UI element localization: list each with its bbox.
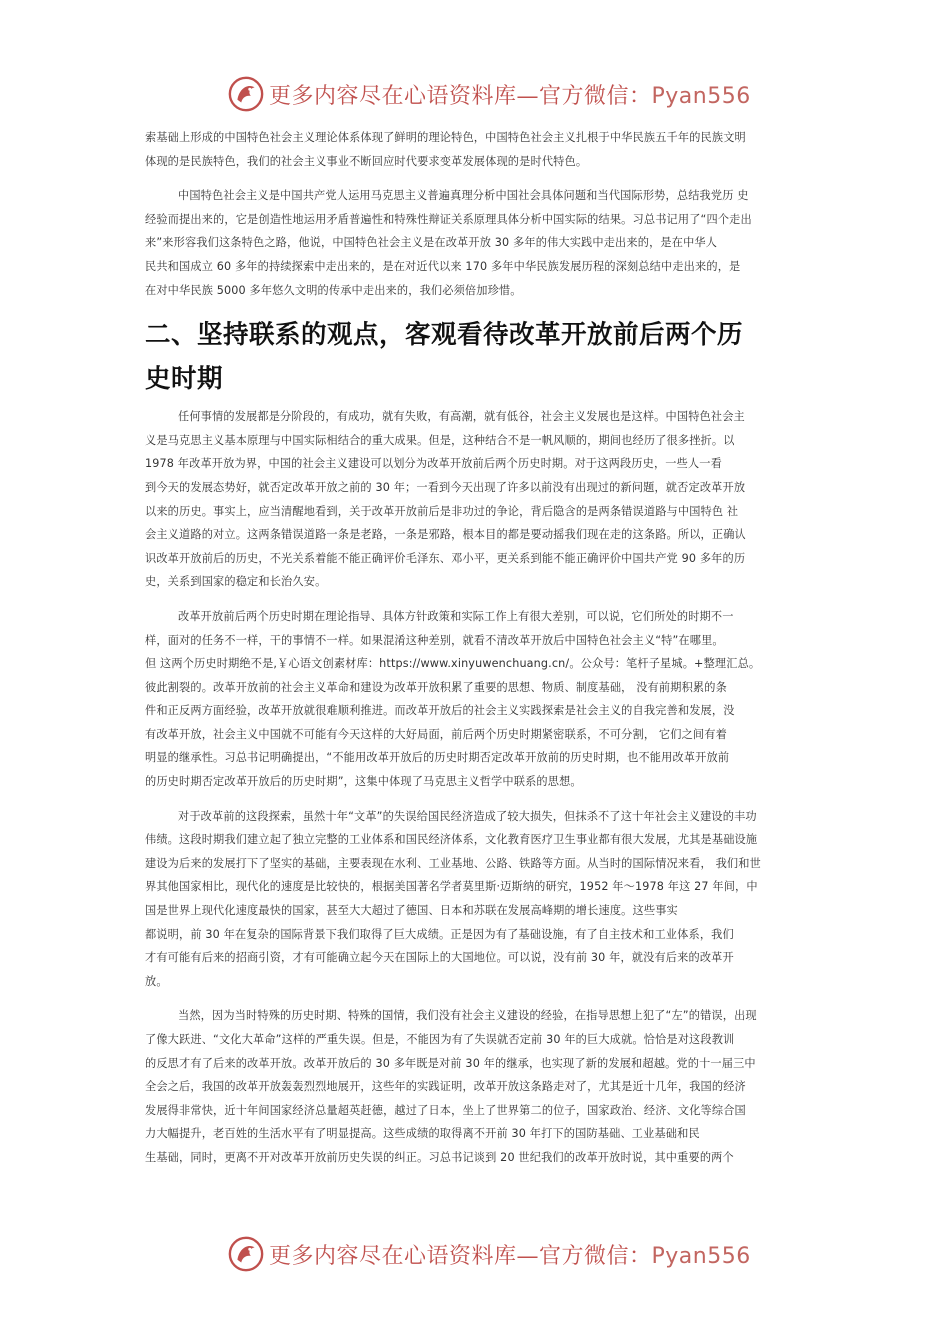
paragraph-line: 中国特色社会主义是中国共产党人运用马克思主义普遍真理分析中国社会具体问题和当代国际形势，总结我党历 史	[178, 189, 749, 203]
rooster-logo-icon	[227, 1235, 265, 1273]
paragraph-line: 史，关系到国家的稳定和长治久安。	[145, 575, 327, 589]
paragraph-line: 经验而提出来的，它是创造性地运用矛盾普遍性和特殊性辩证关系原理具体分析中国实际的结果。习总书记用了“四个走出	[145, 212, 752, 226]
footer-banner	[0, 1232, 950, 1276]
paragraph-line: 义是马克思主义基本原理与中国实际相结合的重大成果。但是，这种结合不是一帆风顺的，期间也经历了很多挫折。以	[145, 433, 735, 447]
paragraph-line: 都说明，前 30 年在复杂的国际背景下我们取得了巨大成绩。正是因为有了基础设施，有了自主技术和工业体系，我们	[145, 927, 734, 941]
banner-wechat-id: Pyan556	[651, 1243, 751, 1269]
paragraph	[145, 1004, 809, 1169]
paragraph-line: 彼此割裂的。改革开放前的社会主义革命和建设为改革开放积累了重要的思想、物质、制度基础， 没有前期积累的条	[145, 680, 727, 694]
paragraph-line: 国是世界上现代化速度最快的国家，甚至大大超过了德国、日本和苏联在发展高峰期的增长速度。这些事实	[145, 904, 678, 918]
paragraph	[145, 126, 809, 173]
paragraph-line: 的反思才有了后来的改革开放。改革开放后的 30 多年既是对前 30 年的继承，也实现了新的发展和超越。党的十一届三中	[145, 1056, 756, 1070]
paragraph	[145, 805, 809, 994]
paragraph-line: 索基础上形成的中国特色社会主义理论体系体现了鲜明的理论特色，中国特色社会主义扎根于中华民族五千年的民族文明	[145, 131, 746, 144]
paragraph-line: 会主义道路的对立。这两条错误道路一条是老路，一条是邪路，根本目的都是要动摇我们现在走的这条路。所以，正确认	[145, 528, 746, 542]
banner-inner	[227, 74, 751, 114]
banner-inner	[227, 1234, 751, 1274]
paragraph-line: 体现的是民族特色，我们的社会主义事业不断回应时代要求变革发展体现的是时代特色。	[145, 154, 588, 168]
paragraph	[145, 405, 809, 594]
banner-wechat-id: Pyan556	[651, 83, 751, 109]
paragraph-line: 样，面对的任务不一样，干的事情不一样。如果混淆这种差别，就看不清改革开放后中国特色社会主义“特”在哪里。	[145, 633, 724, 647]
paragraph-group-2	[145, 405, 809, 1169]
paragraph-line: 改革开放前后两个历史时期在理论指导、具体方针政策和实际工作上有很大差别，可以说，它们所处的时期不一	[178, 609, 734, 623]
paragraph-line: 当然，因为当时特殊的历史时期、特殊的国情，我们没有社会主义建设的经验，在指导思想上犯了“左”的错误，出现	[178, 1009, 757, 1023]
section-heading	[145, 313, 809, 401]
paragraph-line: 来”来形容我们这条特色之路，他说，中国特色社会主义是在改革开放 30 多年的伟大实践中走出来的，是在中华人	[145, 236, 718, 250]
paragraph-line: 全会之后，我国的改革开放轰轰烈烈地展开，这些年的实践证明，改革开放这条路走对了，尤其是近十几年，我国的经济	[145, 1080, 746, 1094]
paragraph	[145, 605, 809, 794]
paragraph-line: 明显的继承性。习总书记明确提出，“不能用改革开放后的历史时期否定改革开放前的历史时期，也不能用改革开放前	[145, 751, 730, 765]
paragraph-line: 任何事情的发展都是分阶段的，有成功，就有失败，有高潮，就有低谷，社会主义发展也是这样。中国特色社会主	[178, 410, 745, 424]
paragraph-line: 生基础，同时，更离不开对改革开放前历史失误的纠正。习总书记谈到 20 世纪我们的改革开放时说，其中重要的两个	[145, 1150, 734, 1164]
header-banner	[0, 72, 950, 116]
paragraph-line: 了像大跃进、“文化大革命”这样的严重失误。但是，不能因为有了失误就否定前 30 年的巨大成就。恰恰是对这段教训	[145, 1033, 735, 1046]
paragraph-line: 发展得非常快，近十年间国家经济总量超英赶德，越过了日本，坐上了世界第二的位子，国家政治、经济、文化等综合国	[145, 1103, 746, 1117]
paragraph-line: 识改革开放前后的历史，不光关系着能不能正确评价毛泽东、邓小平，更关系到能不能正确评价中国共产党 90 多年的历	[145, 551, 746, 565]
paragraph-line: 对于改革前的这段探索，虽然十年“文革”的失误给国民经济造成了较大损失，但抹杀不了这十年社会主义建设的丰功	[178, 809, 757, 823]
banner-slogan: 更多内容尽在心语资料库—官方微信：	[269, 83, 652, 109]
paragraph-line: 力大幅提升，老百姓的生活水平有了明显提高。这些成绩的取得离不开前 30 年打下的国防基础、工业基础和民	[145, 1127, 700, 1141]
paragraph-line: 的历史时期否定改革开放后的历史时期”，这集中体现了马克思主义哲学中联系的思想。	[145, 775, 582, 789]
paragraph-line: 但 这两个历史时期绝不是,￥心语文创素材库：https://www.xinyuwenchuang.cn/。公众号：笔杆子星城。+整理汇总。	[145, 657, 761, 671]
banner-text	[269, 1239, 751, 1270]
paragraph-line: 有改革开放，社会主义中国就不可能有今天这样的大好局面，前后两个历史时期紧密联系，不可分割， 它们之间有着	[145, 727, 727, 741]
paragraph-line: 1978 年改革开放为界，中国的社会主义建设可以划分为改革开放前后两个历史时期。对于这两段历史，一些人一看	[145, 457, 722, 471]
banner-slogan: 更多内容尽在心语资料库—官方微信：	[269, 1243, 652, 1269]
paragraph-line: 界其他国家相比，现代化的速度是比较快的，根据美国著名学者莫里斯·迈斯纳的研究，1952 年～1978 年这 27 年间，中	[145, 880, 758, 894]
paragraph-line: 民共和国成立 60 多年的持续探索中走出来的，是在对近代以来 170 多年中华民族发展历程的深刻总结中走出来的，是	[145, 259, 741, 273]
document-body	[145, 126, 809, 1181]
paragraph-line: 伟绩。这段时期我们建立起了独立完整的工业体系和国民经济体系，文化教育医疗卫生事业都有很大发展，尤其是基础设施	[145, 833, 758, 847]
paragraph-line: 建设为后来的发展打下了坚实的基础，主要表现在水利、工业基地、公路、铁路等方面。从当时的国际情况来看， 我们和世	[145, 856, 761, 870]
rooster-logo-icon	[227, 75, 265, 113]
heading-line: 二、坚持联系的观点，客观看待改革开放前后两个历	[145, 320, 744, 351]
heading-line: 史时期	[145, 364, 224, 395]
paragraph-line: 到今天的发展态势好，就否定改革开放之前的 30 年；一看到今天出现了许多以前没有出现过的新问题，就否定改革开放	[145, 480, 746, 494]
paragraph	[145, 184, 809, 302]
banner-text	[269, 79, 751, 110]
paragraph-line: 件和正反两方面经验，改革开放就很难顺利推进。而改革开放后的社会主义实践探索是社会主义的自我完善和发展，没	[145, 704, 735, 718]
paragraph-line: 放。	[145, 974, 168, 988]
paragraph-line: 在对中华民族 5000 多年悠久文明的传承中走出来的，我们必须倍加珍惜。	[145, 283, 522, 297]
paragraph-line: 以来的历史。事实上，应当清醒地看到，关于改革开放前后是非功过的争论，背后隐含的是两条错误道路与中国特色 社	[145, 504, 739, 518]
paragraph-line: 才有可能有后来的招商引资，才有可能确立起今天在国际上的大国地位。可以说，没有前 30 年，就没有后来的改革开	[145, 951, 734, 965]
paragraph-group-1	[145, 126, 809, 302]
